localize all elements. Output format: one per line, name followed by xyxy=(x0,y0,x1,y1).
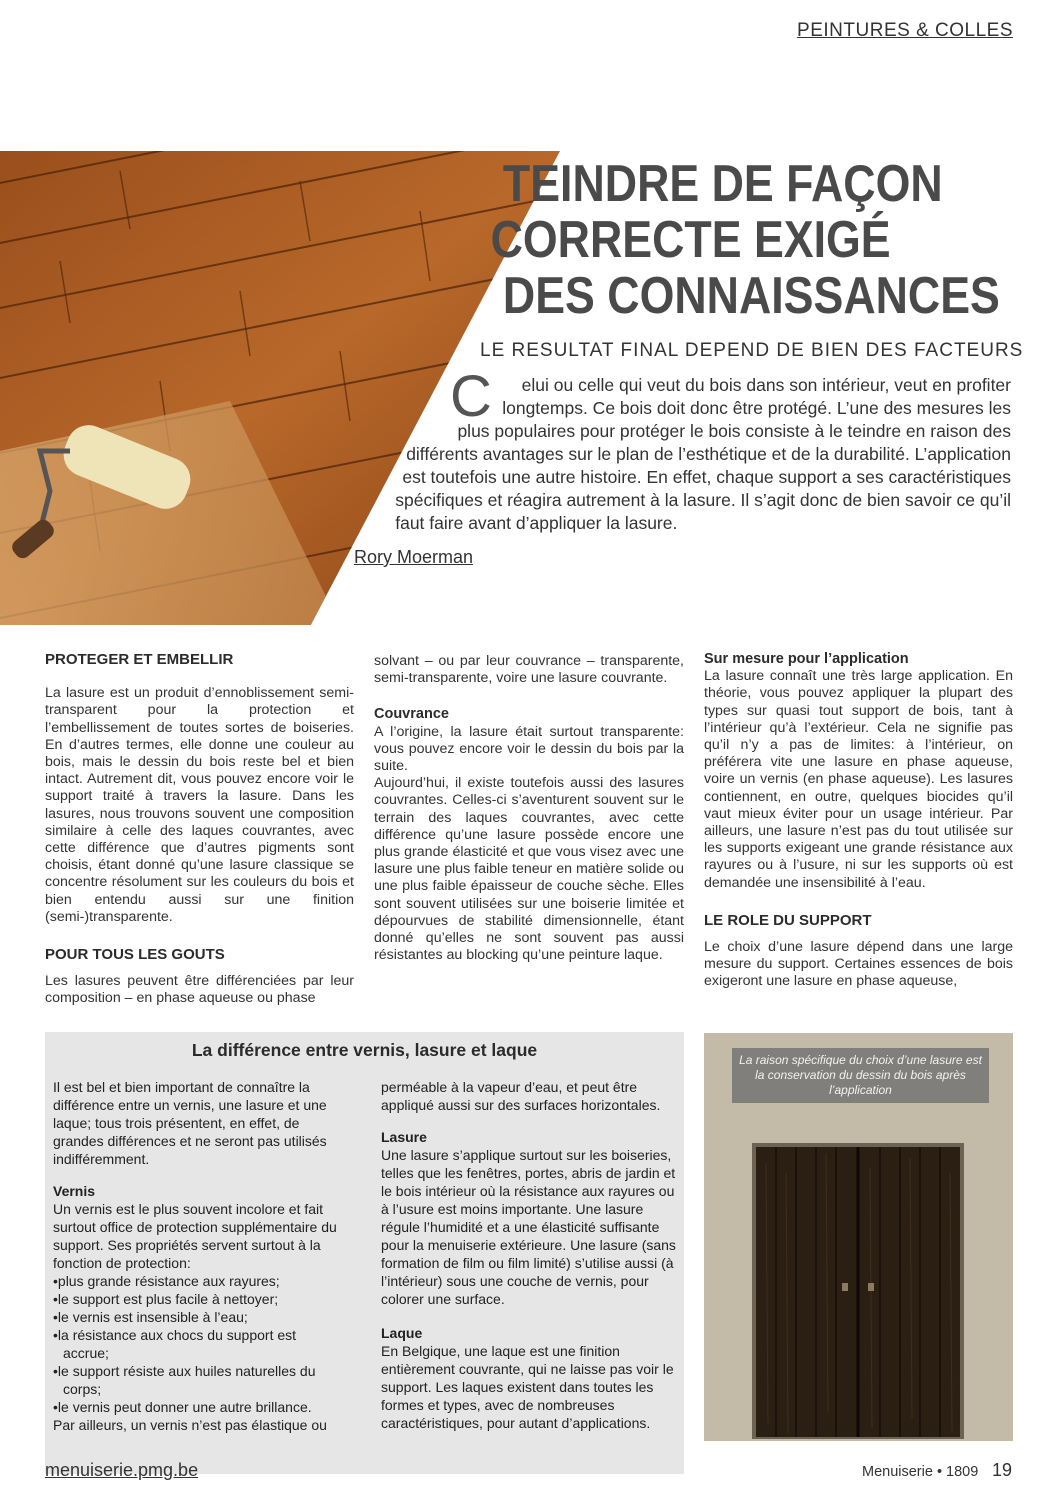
bullet-item: •plus grande résistance aux rayures; xyxy=(53,1273,280,1289)
section-label: PEINTURES & COLLES xyxy=(797,20,1013,41)
sidebar-paragraph: Un vernis est le plus souvent incolore et fait surtout office de protection supplémentaire du support. Ses propriétés servent surtout à la fonction de protection: xyxy=(53,1201,337,1271)
footer-website-link[interactable]: menuiserie.pmg.be xyxy=(45,1460,199,1480)
body-paragraph: La lasure est un produit d’ennoblissement semi-transparent pour la protection et l’embellissement de toutes sortes de boiseries. En d’autres termes, elle donne une couleur au bois, mais le dessin du bois reste bel et bien intact. Autrement dit, vous pouvez encore voir le support traité à travers la lasure. Dans les lasures, nous trouvons souvent une composition similaire à celle des laques couvrantes, avec cette différence que d’autres pigments sont choisis, étant donné qu’une lasure classique se concentre résolument sur les couleurs du bois et bien entendu aussi sur une finition (semi-)transparente. xyxy=(45,685,354,925)
drop-cap: C xyxy=(450,364,492,429)
photo-caption: La raison spécifique du choix d’une lasure est la conservation du dessin du bois après l’application xyxy=(732,1048,989,1103)
article-subtitle: LE RESULTAT FINAL DEPEND DE BIEN DES FACTEURS xyxy=(480,340,1024,361)
sidebar-column-1 xyxy=(53,1078,343,1434)
sidebar-paragraph: Il est bel et bien important de connaître la différence entre un vernis, une lasure et une laque; tous trois présentent, en effet, de grandes différences et ne seront pas utilisés indifféremment. xyxy=(53,1079,327,1167)
subheading: Couvrance xyxy=(374,706,449,723)
sidebar-paragraph: Par ailleurs, un vernis n’est pas élastique ou xyxy=(53,1417,327,1433)
intro-line: spécifiques et réagira autrement à la lasure. Il s’agit donc de bien savoir ce qu’il xyxy=(395,490,1011,510)
body-paragraph: A l’origine, la lasure était surtout transparente: vous pouvez encore voir le dessin du bois par la suite. xyxy=(374,723,684,775)
section-heading: PROTEGER ET EMBELLIR xyxy=(45,651,234,668)
article-title xyxy=(422,156,1000,324)
body-paragraph: Le choix d’une lasure dépend dans une large mesure du support. Certaines essences de bois exigeront une lasure en phase aqueuse, xyxy=(704,939,1013,990)
bullet-item: •le support est plus facile à nettoyer; xyxy=(53,1291,279,1307)
intro-paragraph xyxy=(395,364,1011,535)
intro-line: elui ou celle qui veut du bois dans son intérieur, veut en profiter xyxy=(521,375,1011,395)
sidebar-title: La différence entre vernis, lasure et laque xyxy=(191,1040,538,1060)
title-line-1: TEINDRE DE FAÇON xyxy=(503,155,943,213)
column-1 xyxy=(45,651,354,1008)
section-heading: POUR TOUS LES GOUTS xyxy=(45,946,225,964)
body-paragraph: Aujourd’hui, il existe toutefois aussi des lasures couvrantes. Celles-ci s’aventurent souvent sur le terrain des laques couvrantes, avec cette différence qu’une lasure possède encore une plus grande élasticité et que vous visez avec une lasure une plus faible teneur en matière solide ou une plus faible épaisseur de couche sèche. Elles sont souvent utilisées sur une boiserie limitée et dépourvues de stabilité dimensionnelle, étant donné qu’elles ne sont souvent pas aussi résistantes au blocking qu’une peinture laque. xyxy=(374,775,684,964)
intro-line: longtemps. Ce bois doit donc être protégé. L’une des mesures les xyxy=(502,398,1011,418)
body-paragraph: Les lasures peuvent être différenciées par leur composition – en phase aqueuse ou phase xyxy=(45,973,354,1007)
column-3 xyxy=(704,651,1013,991)
footer-magazine-issue: Menuiserie • 1809 xyxy=(862,1464,979,1480)
bullet-item: •la résistance aux chocs du support est accrue; xyxy=(53,1327,297,1361)
subheading: Sur mesure pour l’application xyxy=(704,651,909,667)
title-line-2: CORRECTE EXIGÉ xyxy=(490,211,891,269)
bullet-item: •le support résiste aux huiles naturelles du corps; xyxy=(53,1363,316,1397)
sidebar-paragraph: perméable à la vapeur d’eau, et peut être appliqué aussi sur des surfaces horizontales. xyxy=(381,1079,661,1113)
body-paragraph: solvant – ou par leur couvrance – transparente, semi-transparente, voire une lasure couvrante. xyxy=(374,653,684,687)
title-line-3: DES CONNAISSANCES xyxy=(503,267,1000,325)
bullet-item: •le vernis est insensible à l’eau; xyxy=(53,1309,248,1325)
intro-line: est toutefois une autre histoire. En effet, chaque support a ses caractéristiques xyxy=(402,467,1011,487)
column-2 xyxy=(374,653,684,964)
sidebar-column-2 xyxy=(381,1078,676,1432)
page-number: 19 xyxy=(992,1460,1013,1480)
bullet-item: •le vernis peut donner une autre brillance. xyxy=(53,1399,312,1415)
intro-line: plus populaires pour protéger le bois consiste à le teindre en raison des xyxy=(457,421,1011,441)
intro-line: différents avantages sur le plan de l’esthétique et de la durabilité. L’application xyxy=(406,444,1011,464)
sidebar-subheading: Lasure xyxy=(381,1129,427,1145)
author-byline[interactable]: Rory Moerman xyxy=(354,547,474,567)
sidebar-subheading: Laque xyxy=(381,1325,423,1341)
intro-line: faut faire avant d’appliquer la lasure. xyxy=(395,513,678,533)
section-heading: LE ROLE DU SUPPORT xyxy=(704,911,872,929)
sidebar-paragraph: En Belgique, une laque est une finition entièrement couvrante, qui ne laisse pas voir le support. Les laques existent dans toutes les formes et types, avec de nombreuses caractéristiques, pour autant d’applications. xyxy=(381,1343,674,1431)
sidebar-paragraph: Une lasure s’applique surtout sur les boiseries, telles que les fenêtres, portes, abris de jardin et le bois intérieur où la résistance aux rayures ou à l’usure est moins importante. Une lasure régule l’humidité et a une élasticité suffisante pour la menuiserie extérieure. Une lasure (sans formation de film ou film limité) s’utilise aussi (à l’intérieur) sous une couche de vernis, pour colorer une surface. xyxy=(381,1147,676,1307)
body-paragraph: La lasure connaît une très large application. En théorie, vous pouvez appliquer la plupart des types sur quasi tout support de bois, tant à l’intérieur qu’à l’extérieur. Cela ne signifie pas qu’il n’y a pas de limites: à l’intérieur, on préférera vite une lasure en phase aqueuse, voire un vernis (en phase aqueuse). Les lasures contiennent, en outre, quelques biocides qu’il vaut mieux éviter pour un usage intérieur. Par ailleurs, une lasure n’est pas du tout utilisée sur les supports exigeant une grande résistance aux rayures ou à l’usure, ni sur les supports où est demandée une insensibilité à l’eau. xyxy=(704,668,1013,891)
sidebar-subheading: Vernis xyxy=(53,1183,96,1199)
